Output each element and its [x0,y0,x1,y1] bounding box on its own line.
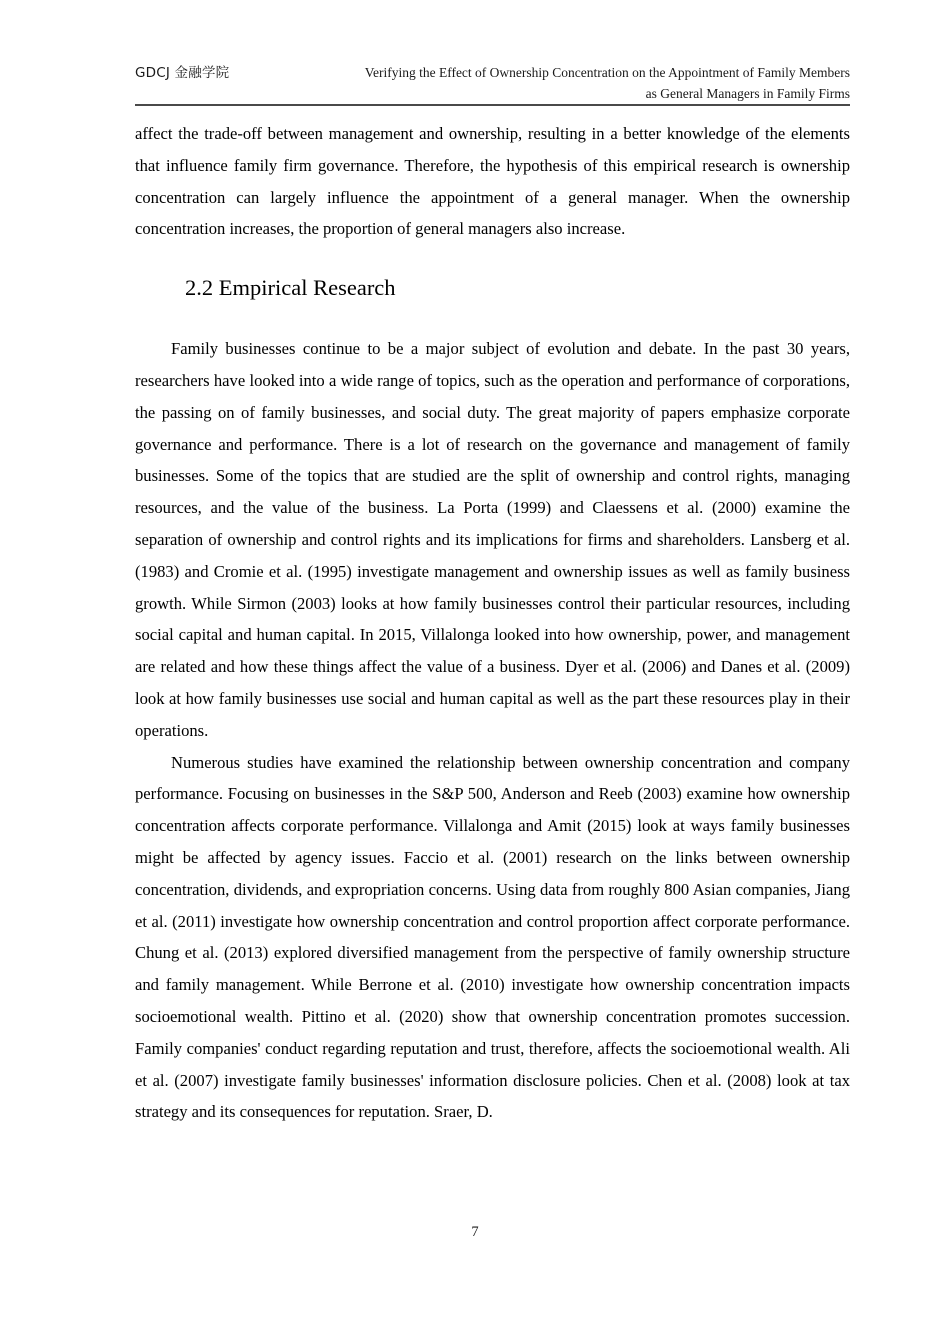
body-text-column [135,118,850,1128]
paragraph-family-businesses: Family businesses continue to be a major subject of evolution and debate. In the past 30 years, researchers have looked into a wide range of topics, such as the operation and performance of corporations, the passing on of family businesses, and social duty. The great majority of papers emphasize corporate governance and performance. There is a lot of research on the governance and management of family businesses. Some of the topics that are studied are the split of ownership and control rights, managing resources, and the value of the business. La Porta (1999) and Claessens et al. (2000) examine the separation of ownership and control rights and its implications for firms and shareholders. Lansberg et al. (1983) and Cromie et al. (1995) investigate management and ownership issues as well as family business growth. While Sirmon (2003) looks at how family businesses control their particular resources, including social capital and human capital. In 2015, Villalonga looked into how ownership, power, and management are related and how these things affect the value of a business. Dyer et al. (2006) and Danes et al. (2009) look at how family businesses use social and human capital as well as the part these resources play in their operations. [135,339,850,740]
paragraph-continuation: affect the trade-off between management and ownership, resulting in a better knowledge of the elements that influence family firm governance. Therefore, the hypothesis of this empirical research is ownership concentration can largely influence the appointment of a general manager. When the ownership concentration increases, the proportion of general managers also increase. [135,124,850,239]
running-header [135,62,850,104]
section-heading-2-2: 2.2 Empirical Research [185,275,396,301]
header-paper-title [365,62,850,104]
spacer-after-heading [135,303,850,333]
paragraph-numerous-studies: Numerous studies have examined the relationship between ownership concentration and company performance. Focusing on businesses in the S&P 500, Anderson and Reeb (2003) examine how ownership concentration affects corporate performance. Villalonga and Amit (2015) look at ways family businesses might be affected by agency issues. Faccio et al. (2001) research on the links between ownership concentration, dividends, and expropriation concerns. Using data from roughly 800 Asian companies, Jiang et al. (2011) investigate how ownership concentration and control proportion affect corporate performance. Chung et al. (2013) explored diversified management from the perspective of family ownership structure and family management. While Berrone et al. (2010) investigate how ownership concentration impacts socioemotional wealth. Pittino et al. (2020) show that ownership concentration promotes succession. Family companies' conduct regarding reputation and trust, therefore, affects the socioemotional wealth. Ali et al. (2007) investigate family businesses' information disclosure policies. Chen et al. (2008) look at tax strategy and its consequences for reputation. Sraer, D. [135,752,850,1122]
page-number: 7 [471,1224,479,1240]
header-title-line-1: Verifying the Effect of Ownership Concentration on the Appointment of Family Members [364,65,850,80]
header-divider-rule [135,104,850,106]
header-organization: GDCJ 金融学院 [135,65,230,81]
spacer-before-heading [135,245,850,273]
header-title-line-2: as General Managers in Family Firms [645,86,850,101]
